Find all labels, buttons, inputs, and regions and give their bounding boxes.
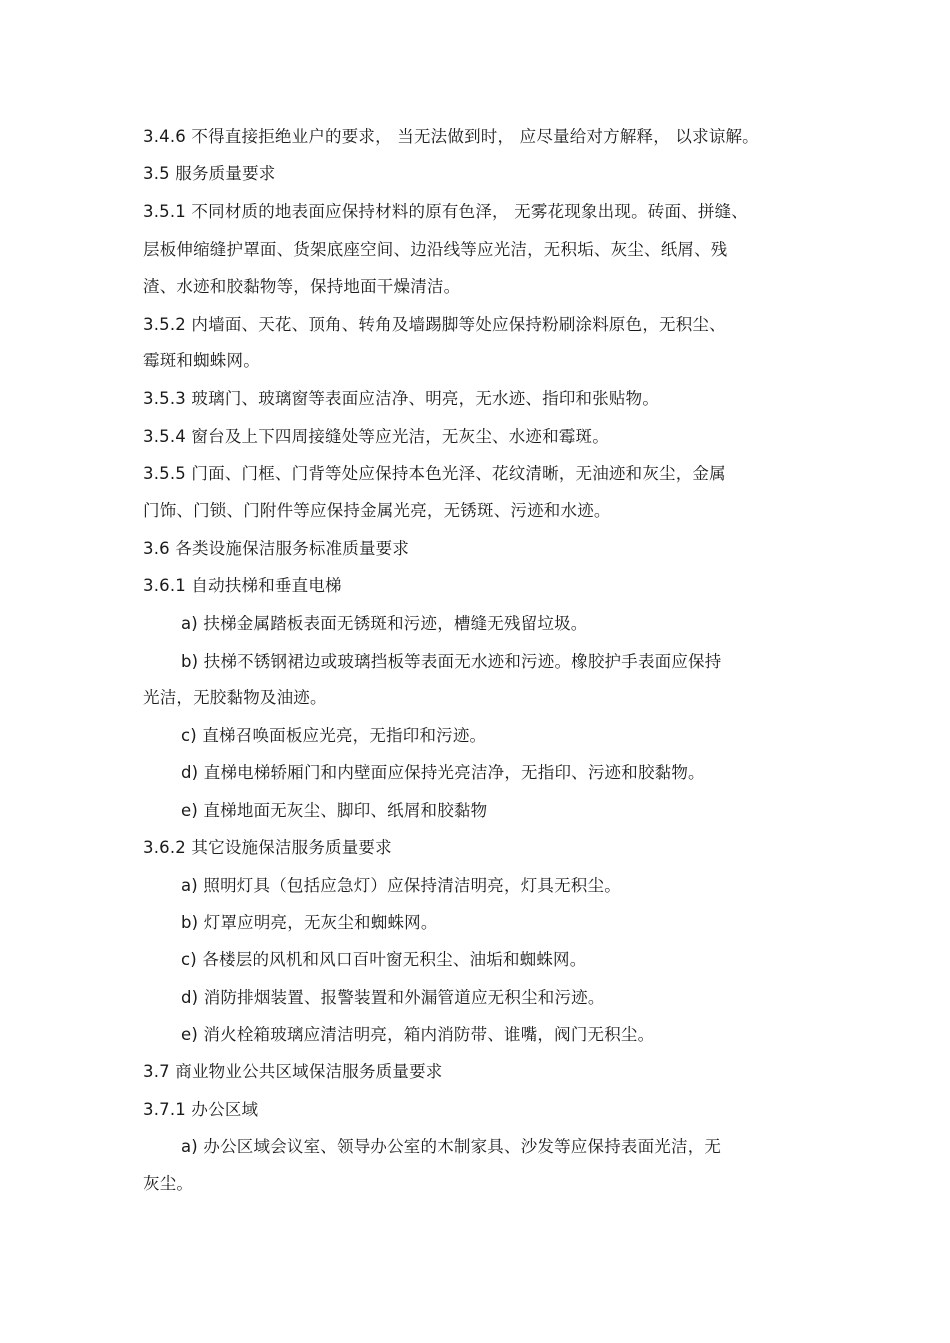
list-item: e) 消火栓箱玻璃应清洁明亮，箱内消防带、谁嘴，阀门无积尘。 xyxy=(181,1025,655,1044)
text-line: 3.5.4 窗台及上下四周接缝处等应光洁，无灰尘、水迹和霉斑。 xyxy=(143,427,609,446)
list-item: d) 消防排烟装置、报警装置和外漏管道应无积尘和污迹。 xyxy=(181,988,605,1007)
section-heading: 3.6 各类设施保洁服务标准质量要求 xyxy=(143,539,410,558)
subsection-heading: 3.6.1 自动扶梯和垂直电梯 xyxy=(143,576,342,595)
text-line: 门饰、门锁、门附件等应保持金属光亮，无锈斑、污迹和水迹。 xyxy=(143,501,611,520)
text-line: 3.5.2 内墙面、天花、顶角、转角及墙踢脚等处应保持粉刷涂料原色，无积尘、 xyxy=(143,315,726,334)
text-line: 霉斑和蜘蛛网。 xyxy=(143,351,260,370)
list-item: a) 照明灯具（包括应急灯）应保持清洁明亮，灯具无积尘。 xyxy=(181,876,621,895)
list-item: c) 各楼层的风机和风口百叶窗无积尘、油垢和蜘蛛网。 xyxy=(181,950,587,969)
section-heading: 3.7 商业物业公共区域保洁服务质量要求 xyxy=(143,1062,443,1081)
list-item: c) 直梯召唤面板应光亮，无指印和污迹。 xyxy=(181,726,487,745)
text-line: 层板伸缩缝护罩面、货架底座空间、边沿线等应光洁，无积垢、灰尘、纸屑、残 xyxy=(143,240,728,259)
list-item: a) 扶梯金属踏板表面无锈斑和污迹，槽缝无残留垃圾。 xyxy=(181,614,588,633)
list-item: a) 办公区域会议室、领导办公室的木制家具、沙发等应保持表面光洁，无 xyxy=(181,1137,722,1156)
list-item: b) 扶梯不锈钢裙边或玻璃挡板等表面无水迹和污迹。橡胶护手表面应保持 xyxy=(181,652,722,671)
text-line: 3.5.1 不同材质的地表面应保持材料的原有色泽， 无雾花现象出现。砖面、拼缝、 xyxy=(143,202,748,221)
section-heading: 3.5 服务质量要求 xyxy=(143,164,276,183)
list-item: b) 灯罩应明亮，无灰尘和蜘蛛网。 xyxy=(181,913,438,932)
list-item: e) 直梯地面无灰尘、脚印、纸屑和胶黏物 xyxy=(181,801,488,820)
list-item: d) 直梯电梯轿厢门和内壁面应保持光亮洁净，无指印、污迹和胶黏物。 xyxy=(181,763,705,782)
subsection-heading: 3.7.1 办公区域 xyxy=(143,1100,259,1119)
text-line: 光洁，无胶黏物及油迹。 xyxy=(143,688,327,707)
text-line: 3.4.6 不得直接拒绝业户的要求， 当无法做到时， 应尽量给对方解释， 以求谅解。 xyxy=(143,127,759,146)
subsection-heading: 3.6.2 其它设施保洁服务质量要求 xyxy=(143,838,392,857)
text-line: 渣、水迹和胶黏物等，保持地面干燥清洁。 xyxy=(143,277,461,296)
text-line: 3.5.3 玻璃门、玻璃窗等表面应洁净、明亮，无水迹、指印和张贴物。 xyxy=(143,389,660,408)
text-line: 灰尘。 xyxy=(143,1174,194,1193)
text-line: 3.5.5 门面、门框、门背等处应保持本色光泽、花纹清晰，无油迹和灰尘，金属 xyxy=(143,464,726,483)
